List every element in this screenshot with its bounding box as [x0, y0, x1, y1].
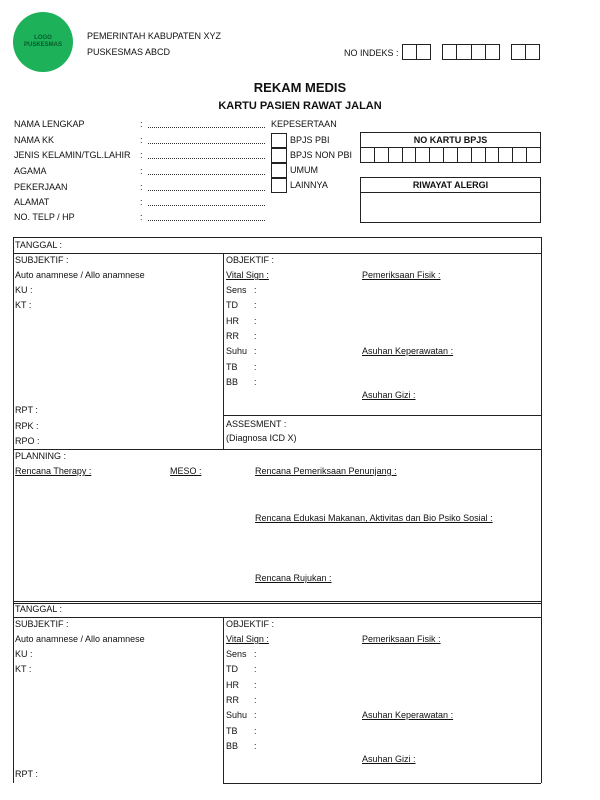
bpjs-digit-cell	[416, 148, 430, 162]
kt-label: KT :	[15, 300, 32, 310]
identity-colon: :	[140, 150, 143, 160]
asuhan-keperawatan-label: Asuhan Keperawatan :	[362, 710, 454, 720]
subjektif-objektif-divider	[223, 253, 224, 449]
rencana-rujukan-label: Rencana Rujukan :	[255, 573, 332, 583]
riwayat-alergi-box[interactable]	[360, 177, 541, 223]
vital-colon: :	[254, 361, 257, 372]
vital-label: RR	[226, 694, 239, 705]
vital-label: Sens	[226, 285, 247, 295]
bpjs-digit-cell	[513, 148, 527, 162]
identity-label: JENIS KELAMIN/TGL.LAHIR	[14, 150, 131, 160]
assesment-divider	[223, 415, 541, 416]
vital-colon: :	[254, 346, 257, 357]
visit-border-top	[13, 237, 541, 238]
visit-border-right	[541, 237, 542, 603]
subjektif-label: SUBJEKTIF :	[15, 255, 69, 265]
bpjs-digit-cell	[389, 148, 403, 162]
kt-label: KT :	[15, 664, 32, 674]
vital-colon: :	[254, 315, 257, 326]
kepesertaan-checkbox[interactable]	[271, 133, 287, 148]
vital-colon: :	[254, 649, 257, 659]
kepesertaan-label: KEPESERTAAN	[271, 119, 337, 129]
rpo-label: RPO :	[15, 436, 40, 446]
kepesertaan-checkbox[interactable]	[271, 148, 287, 163]
planning-label: PLANNING :	[15, 451, 67, 461]
no-indeks-box-1[interactable]	[402, 44, 431, 60]
pemeriksaan-fisik-label: Pemeriksaan Fisik :	[362, 634, 441, 644]
identity-label: NO. TELP / HP	[14, 212, 75, 222]
rencana-edukasi-label: Rencana Edukasi Makanan, Aktivitas dan Bio Psiko Sosial :	[255, 513, 493, 523]
page-title: REKAM MEDIS	[253, 80, 347, 95]
identity-input-line[interactable]	[148, 174, 265, 175]
kepesertaan-option-label: BPJS PBI	[290, 135, 330, 145]
vital-label: Suhu	[226, 346, 248, 357]
subjektif-objektif-divider	[223, 617, 224, 783]
identity-label: AGAMA	[14, 166, 47, 176]
tanggal-label: TANGGAL :	[15, 604, 63, 614]
tanggal-label: TANGGAL :	[15, 240, 63, 250]
vital-label: HR	[226, 315, 239, 326]
rpt-label: RPT :	[15, 769, 38, 779]
tanggal-divider	[13, 253, 541, 254]
page-subtitle: KARTU PASIEN RAWAT JALAN	[218, 100, 382, 112]
kepesertaan-checkbox[interactable]	[271, 163, 287, 178]
identity-colon: :	[140, 166, 143, 176]
no-kartu-bpjs-label: NO KARTU BPJS	[413, 135, 488, 145]
identity-colon: :	[140, 212, 143, 222]
identity-input-line[interactable]	[148, 143, 265, 144]
vital-colon: :	[254, 710, 257, 721]
puskesmas-logo	[13, 12, 73, 72]
kepesertaan-option-label: UMUM	[290, 165, 318, 175]
vital-label: HR	[226, 679, 239, 690]
vital-label: BB	[226, 376, 239, 387]
no-indeks-label: NO INDEKS :	[344, 48, 399, 58]
no-kartu-bpjs-header	[360, 132, 541, 148]
ku-label: KU :	[15, 649, 33, 659]
assesment-label: ASSESMENT :	[226, 419, 287, 429]
subjektif-label: SUBJEKTIF :	[15, 619, 69, 629]
identity-label: PEKERJAAN	[14, 182, 68, 192]
visit-border-bottom	[223, 783, 541, 784]
ku-label: KU :	[15, 285, 33, 295]
identity-colon: :	[140, 182, 143, 192]
visit-border-left	[13, 601, 14, 783]
vital-label: TB	[226, 725, 238, 736]
pemeriksaan-fisik-label: Pemeriksaan Fisik :	[362, 270, 441, 280]
rpt-label: RPT :	[15, 405, 38, 415]
vital-label: Sens	[226, 649, 247, 659]
kepesertaan-checkbox[interactable]	[271, 178, 287, 193]
identity-input-line[interactable]	[148, 190, 265, 191]
vital-label: RR	[226, 330, 239, 341]
anamnese-label: Auto anamnese / Allo anamnese	[15, 270, 145, 280]
header-line-1: PEMERINTAH KABUPATEN XYZ	[87, 31, 222, 41]
vital-sign-label: Vital Sign :	[226, 634, 269, 644]
kepesertaan-option-label: LAINNYA	[290, 180, 328, 190]
visit-border-bottom	[13, 603, 541, 604]
identity-colon: :	[140, 197, 143, 207]
identity-input-line[interactable]	[148, 158, 265, 159]
no-kartu-bpjs-input[interactable]	[360, 147, 541, 163]
vital-colon: :	[254, 694, 257, 705]
vital-colon: :	[254, 725, 257, 736]
asuhan-keperawatan-label: Asuhan Keperawatan :	[362, 346, 454, 356]
bpjs-digit-cell	[444, 148, 458, 162]
vital-colon: :	[254, 330, 257, 341]
vital-colon: :	[254, 376, 257, 387]
bpjs-digit-cell	[375, 148, 389, 162]
tanggal-divider	[13, 617, 541, 618]
identity-input-line[interactable]	[148, 205, 265, 206]
asuhan-gizi-label: Asuhan Gizi :	[362, 754, 416, 764]
rpk-label: RPK :	[15, 421, 39, 431]
identity-label: NAMA KK	[14, 135, 55, 145]
vital-sign-label: Vital Sign :	[226, 270, 269, 280]
vital-colon: :	[254, 285, 257, 295]
meso-label: MESO :	[170, 466, 202, 476]
riwayat-alergi-label: RIWAYAT ALERGI	[361, 178, 540, 193]
bpjs-digit-cell	[361, 148, 375, 162]
no-indeks-box-2[interactable]	[442, 44, 500, 60]
vital-label: Suhu	[226, 710, 248, 721]
objektif-label: OBJEKTIF :	[226, 255, 275, 265]
objektif-label: OBJEKTIF :	[226, 619, 275, 629]
no-indeks-box-3[interactable]	[511, 44, 540, 60]
rencana-therapy-label: Rencana Therapy :	[15, 466, 92, 476]
vital-label: TD	[226, 300, 238, 311]
vital-label: TB	[226, 361, 238, 372]
asuhan-gizi-label: Asuhan Gizi :	[362, 390, 416, 400]
vital-colon: :	[254, 679, 257, 690]
vital-colon: :	[254, 740, 257, 751]
rencana-penunjang-label: Rencana Pemeriksaan Penunjang :	[255, 466, 397, 476]
identity-input-line[interactable]	[148, 220, 265, 221]
logo-text-2: PUSKESMAS	[23, 42, 62, 48]
vital-colon: :	[254, 300, 257, 311]
logo-text-1: LOGO	[34, 35, 52, 41]
bpjs-digit-cell	[499, 148, 513, 162]
planning-divider	[13, 449, 541, 450]
kepesertaan-option-label: BPJS NON PBI	[290, 150, 353, 160]
identity-colon: :	[140, 135, 143, 145]
header-line-2: PUSKESMAS ABCD	[87, 47, 171, 57]
diagnosa-label: (Diagnosa ICD X)	[226, 433, 297, 443]
identity-label: ALAMAT	[14, 197, 50, 207]
vital-label: BB	[226, 740, 239, 751]
visit-border-top	[13, 601, 541, 602]
bpjs-digit-cell	[458, 148, 472, 162]
bpjs-digit-cell	[527, 148, 540, 162]
visit-border-right	[541, 601, 542, 783]
identity-input-line[interactable]	[148, 127, 265, 128]
bpjs-digit-cell	[486, 148, 500, 162]
identity-label: NAMA LENGKAP	[14, 119, 85, 129]
visit-border-left	[13, 237, 14, 603]
anamnese-label: Auto anamnese / Allo anamnese	[15, 634, 145, 644]
vital-label: TD	[226, 664, 238, 675]
bpjs-digit-cell	[430, 148, 444, 162]
bpjs-digit-cell	[403, 148, 417, 162]
bpjs-digit-cell	[472, 148, 486, 162]
identity-colon: :	[140, 119, 143, 129]
vital-colon: :	[254, 664, 257, 675]
